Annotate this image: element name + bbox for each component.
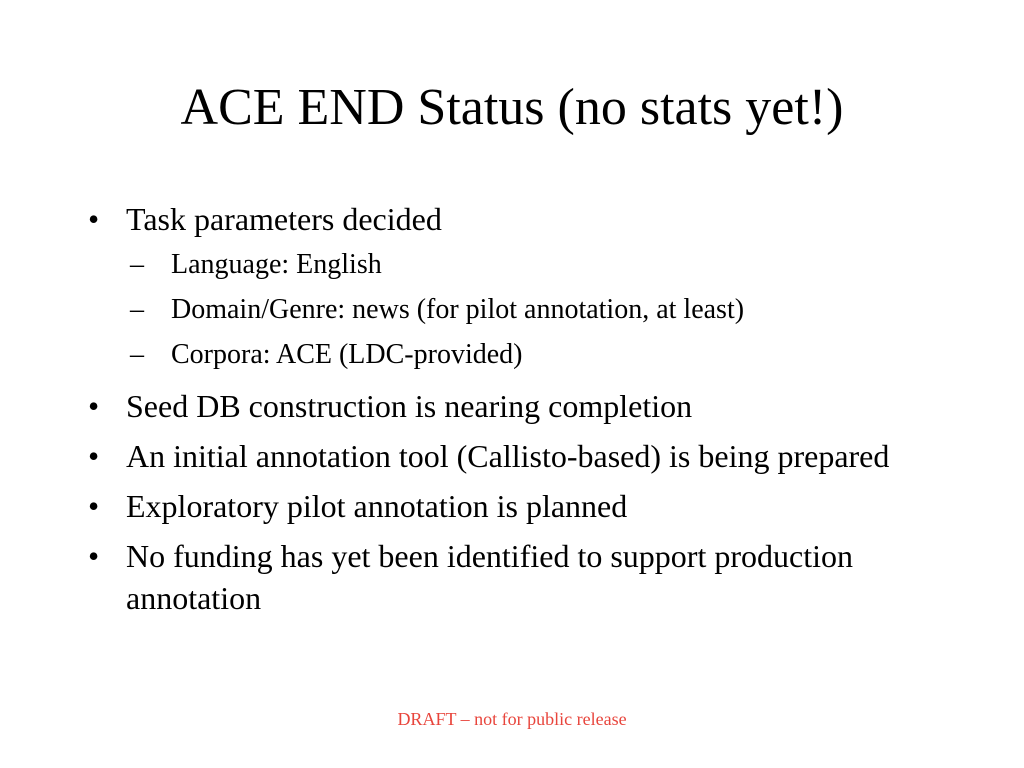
bullet-text: An initial annotation tool (Callisto-based) is being prepared [126, 438, 890, 474]
bullet-marker: • [88, 388, 100, 424]
bullet-text: Exploratory pilot annotation is planned [126, 488, 628, 524]
sub-bullet-list [126, 242, 966, 377]
draft-footer: DRAFT – not for public release [397, 709, 627, 729]
bullet-item [86, 198, 966, 377]
bullet-marker: • [88, 538, 100, 574]
bullet-list [86, 198, 966, 627]
sub-bullet-text: Domain/Genre: news (for pilot annotation, at least) [171, 294, 745, 325]
bullet-text: Seed DB construction is nearing completion [126, 388, 693, 424]
sub-bullet-item [126, 287, 966, 332]
sub-bullet-marker: – [130, 249, 144, 280]
bullet-text: No funding has yet been identified to support production annotation [126, 538, 853, 616]
sub-bullet-item [126, 242, 966, 287]
sub-bullet-marker: – [130, 339, 144, 370]
bullet-item [86, 535, 966, 619]
slide-title: ACE END Status (no stats yet!) [180, 79, 844, 136]
bullet-item [86, 435, 966, 477]
sub-bullet-item [126, 332, 966, 377]
bullet-marker: • [88, 438, 100, 474]
bullet-marker: • [88, 488, 100, 524]
sub-bullet-text: Language: English [171, 249, 382, 280]
sub-bullet-text: Corpora: ACE (LDC-provided) [171, 339, 523, 370]
sub-bullet-marker: – [130, 294, 144, 325]
bullet-item [86, 385, 966, 427]
bullet-marker: • [88, 201, 100, 237]
bullet-text: Task parameters decided [126, 201, 442, 237]
bullet-item [86, 485, 966, 527]
